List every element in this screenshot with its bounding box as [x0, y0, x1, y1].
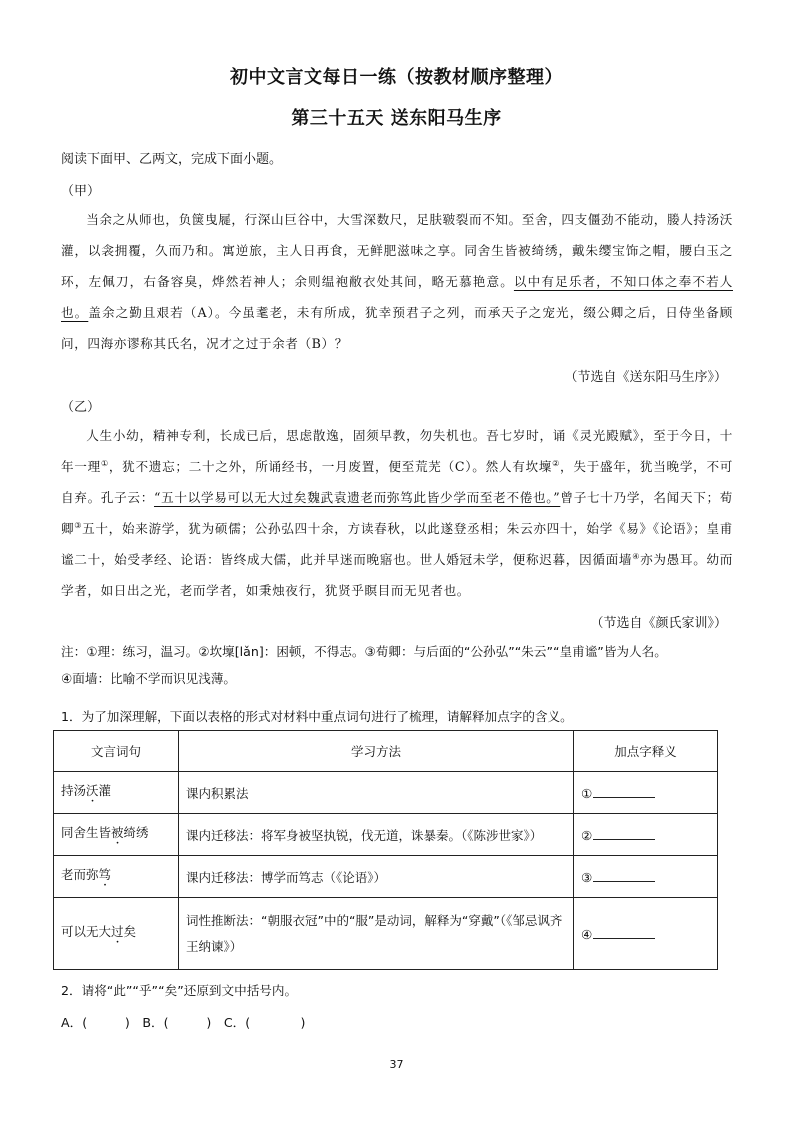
vocabulary-table: [53, 730, 718, 970]
table-row: [54, 814, 718, 856]
question-1-prompt: 1．为了加深理解，下面以表格的形式对材料中重点词句进行了梳理，请解释加点字的含义。: [61, 709, 573, 724]
passage-b-text: 人生小幼，精神专利，长成已后，思虑散逸，固须早教，勿失机也。吾七岁时，诵《灵光殿赋》，至于今日，十年一理: [61, 428, 733, 474]
table-cell-answer[interactable]: ①: [574, 772, 718, 814]
notes: [61, 638, 741, 692]
table-header: 加点字释义: [574, 731, 718, 772]
answer-blank[interactable]: [593, 826, 655, 840]
table-row: [54, 772, 718, 814]
answer-blank[interactable]: [593, 868, 655, 882]
table-cell-method: 课内迁移法：将军身被坚执锐，伐无道，诛暴秦。（《陈涉世家》）: [179, 814, 574, 856]
table-cell-answer[interactable]: ②: [574, 814, 718, 856]
passage-a-source: （节选自《送东阳马生序》）: [564, 370, 727, 385]
passage-b-label: （乙）: [61, 400, 101, 415]
table-cell-method: 课内迁移法：博学而笃志（《论语》）: [179, 856, 574, 898]
document-subtitle: 第三十五天 送东阳马生序: [291, 108, 502, 129]
question-2-prompt: 2．请将“此”“乎”“矣”还原到文中括号内。: [61, 983, 298, 998]
passage-a-text-after: 盖余之勤且艰若（A）。今虽耄老，未有所成，犹幸预君子之列，而承天子之宠光，缀公卿之后，日侍坐备顾问，四海亦谬称其氏名，况才之过于余者（B）？: [61, 305, 733, 351]
answer-blank[interactable]: [593, 925, 655, 939]
note-marker-1: ①: [100, 458, 109, 468]
passage-b-text: 亦为愚耳。幼而学者，如日出之光，老而学者，如秉烛夜行，犹贤乎瞑目而无见者也。: [61, 552, 733, 598]
passage-a-underlined: 以中有足乐者，不知口体之奉不若人也。: [61, 274, 733, 320]
question-2-options[interactable]: A．( ) B．( ) C．( ): [61, 1015, 306, 1030]
table-cell-method: 词性推断法：“朝服衣冠”中的“服”是动词，解释为“穿戴”（《邹忌讽齐王纳谏》）: [179, 898, 574, 970]
passage-a: [61, 204, 733, 359]
passage-a-label: （甲）: [61, 184, 101, 199]
page-number: 37: [389, 1058, 404, 1071]
table-header-row: [54, 731, 718, 772]
table-cell-phrase: 老而弥笃: [54, 856, 179, 898]
passage-b-underlined: “五十以学易可以无大过矣魏武袁遗老而弥笃此皆少学而至老不倦也。”: [153, 490, 561, 505]
notes-line-2: ④面墙：比喻不学而识见浅薄。: [61, 671, 237, 686]
answer-blank[interactable]: [593, 784, 655, 798]
notes-line-1: 注：①理：练习，温习。②坎壈[lǎn]：困顿，不得志。③荀卿：与后面的“公孙弘”“朱云”“皇甫谧”皆为人名。: [61, 644, 667, 659]
note-marker-3: ③: [74, 520, 83, 530]
table-cell-phrase: 持汤沃灌: [54, 772, 179, 814]
table-cell-answer[interactable]: ③: [574, 856, 718, 898]
passage-b-text: ，失于盛年，犹当晚学，不可自弃。孔子云：: [61, 459, 733, 505]
document-title: 初中文言文每日一练（按教材顺序整理）: [230, 67, 563, 88]
table-cell-method: 课内积累法: [179, 772, 574, 814]
table-header: 文言词句: [54, 731, 179, 772]
table-header: 学习方法: [179, 731, 574, 772]
passage-b-text: ，犹不遗忘；二十之外，所诵经书，一月废置，便至荒芜（C）。然人有坎壈: [108, 459, 553, 474]
table-cell-answer[interactable]: ④: [574, 898, 718, 970]
table-cell-phrase: 同舍生皆被绮绣: [54, 814, 179, 856]
passage-b-text: 曾子七十乃学，名闻天下；荀卿: [61, 490, 733, 536]
passage-b: [61, 420, 733, 606]
table-cell-phrase: 可以无大过矣: [54, 898, 179, 970]
instruction: 阅读下面甲、乙两文，完成下面小题。: [61, 152, 283, 167]
table-row: [54, 898, 718, 970]
passage-b-source: （节选自《颜氏家训》）: [590, 616, 727, 631]
passage-b-text: 五十，始来游学，犹为硕儒；公孙弘四十余，方读春秋，以此遂登丞相；朱云亦四十，始学《易》《论语》；皇甫谧二十，始受孝经、论语：皆终成大儒，此并早迷而晚寤也。世人婚冠未学，便称迟暮，因循面墙: [61, 521, 733, 567]
note-marker-4: ④: [632, 551, 641, 561]
passage-a-text-before: 当余之从师也，负箧曳屣，行深山巨谷中，大雪深数尺，足肤皲裂而不知。至舍，四支僵劲不能动，媵人持汤沃灌，以衾拥覆，久而乃和。寓逆旅，主人日再食，无鲜肥滋味之享。同舍生皆被绮绣，戴朱缨宝饰之帽，腰白玉之环，左佩刀，右备容臭，烨然若神人；余则缊袍敝衣处其间，略无慕艳意。: [61, 212, 733, 289]
note-marker-2: ②: [552, 458, 561, 468]
table-row: [54, 856, 718, 898]
